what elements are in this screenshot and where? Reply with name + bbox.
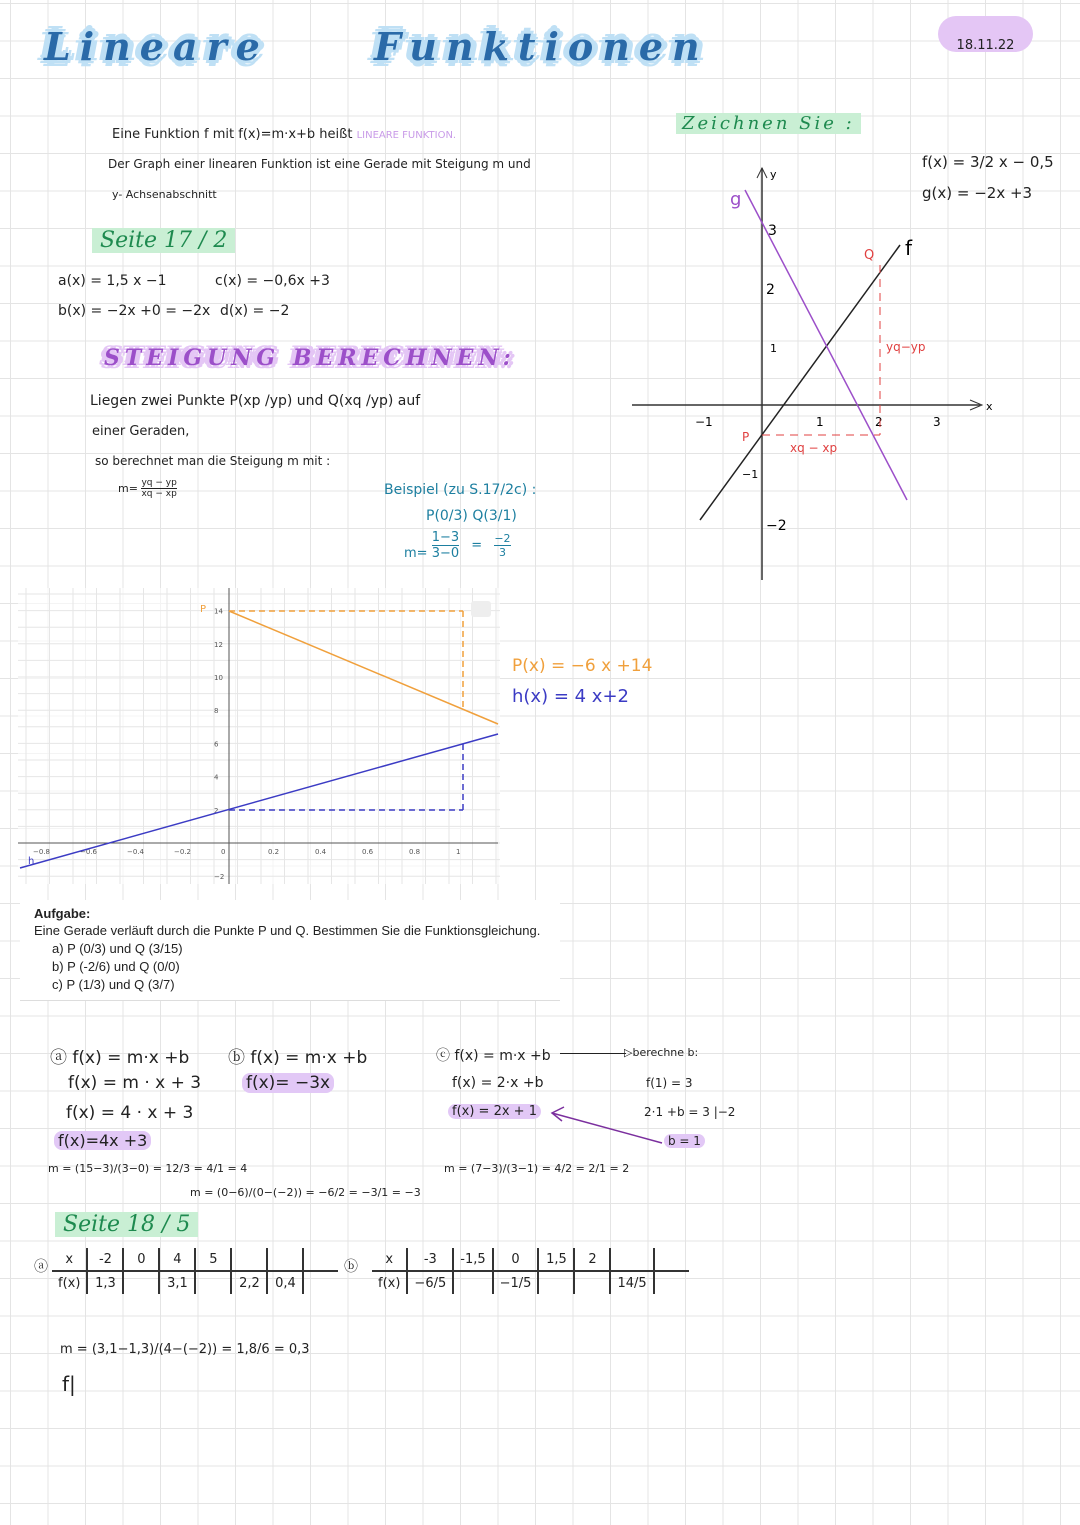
table-cell <box>195 1271 231 1294</box>
aufgabe-a: a) P (0/3) und Q (3/15) <box>52 941 183 956</box>
beispiel-points: P(0/3) Q(3/1) <box>426 508 517 524</box>
table-cell: f(x) <box>58 1275 81 1291</box>
table-cell <box>538 1271 574 1294</box>
graphics-menu-icon[interactable] <box>471 601 491 617</box>
table-cell: −6/5 <box>407 1271 453 1294</box>
table-cell: x <box>372 1248 407 1271</box>
table-cell <box>267 1248 303 1271</box>
table-cell: 1,3 <box>87 1271 123 1294</box>
func-d: d(x) = −2 <box>220 303 290 319</box>
table-cell: f(x) <box>378 1275 401 1291</box>
intro-line3: y- Achsenabschnitt <box>112 188 217 201</box>
steigung-line1: Liegen zwei Punkte P(xp /yp) und Q(xq /yp) auf <box>90 393 421 409</box>
y-label: y <box>770 168 777 181</box>
loesung-c-f1: f(1) = 3 <box>646 1076 693 1090</box>
table-cell <box>610 1248 653 1271</box>
table-cell: 0,4 <box>267 1271 303 1294</box>
loesung-b-m: m = (0−6)/(0−(−2)) = −6/2 = −3/1 = −3 <box>190 1186 421 1199</box>
label-f: f <box>905 236 913 260</box>
y-tick: 12 <box>214 640 223 649</box>
table-cell <box>574 1271 610 1294</box>
x-tick: −0.8 <box>33 848 50 856</box>
table-cell: x <box>52 1248 87 1271</box>
table-cell: 0 <box>123 1248 159 1271</box>
steigung-line2: einer Geraden, <box>92 424 190 439</box>
table-cell <box>453 1271 492 1294</box>
x-tick: −0.6 <box>80 848 97 856</box>
arrow-head-icon: ▷ <box>624 1046 633 1059</box>
seite2-f: f| <box>62 1372 76 1396</box>
y-tick: 3 <box>768 223 777 239</box>
arrow-line <box>560 1053 626 1054</box>
x-tick: 0.4 <box>315 848 327 856</box>
xq-xp-label: xq − xp <box>790 441 838 455</box>
loesung-a-l2: f(x) = m · x + 3 <box>68 1073 202 1093</box>
y-tick: 8 <box>214 707 219 716</box>
line-p <box>229 611 498 724</box>
b-value: b = 1 <box>664 1134 705 1148</box>
table-cell: 2 <box>574 1248 610 1271</box>
y-tick: 2 <box>214 806 219 815</box>
formula-lhs: m= <box>118 482 138 495</box>
table-cell: 3,1 <box>159 1271 195 1294</box>
y-tick: 6 <box>214 740 219 749</box>
beispiel-rden: 3 <box>498 546 506 559</box>
table-b-label: ⓑ <box>344 1259 358 1275</box>
table-cell: 0 <box>493 1248 539 1271</box>
line-f <box>700 245 900 520</box>
aufgabe-card <box>20 900 560 1001</box>
beispiel-num: 1−3 <box>431 530 460 545</box>
x-tick: 0 <box>221 848 226 856</box>
y-tick: 1 <box>770 342 777 355</box>
aufgabe-c: c) P (1/3) und Q (3/7) <box>52 977 175 992</box>
aufgabe-b: b) P (-2/6) und Q (0/0) <box>52 959 180 974</box>
table-cell <box>303 1248 338 1271</box>
formula-num: yq − yp <box>141 478 177 488</box>
y-tick: −1 <box>742 468 759 481</box>
x-tick: −0.4 <box>127 848 144 856</box>
intro-line2: Der Graph einer linearen Funktion ist eine Gerade mit Steigung m und <box>108 157 531 171</box>
intro-highlight: LINEARE FUNKTION. <box>356 130 457 141</box>
table-cell: 4 <box>159 1248 195 1271</box>
table-cell: -1,5 <box>453 1248 492 1271</box>
beispiel-den: 3−0 <box>431 546 460 561</box>
loesung-a-l3: f(x) = 4 · x + 3 <box>66 1103 194 1123</box>
x-tick: 1 <box>816 415 824 429</box>
zeichnen-heading: Zeichnen Sie : <box>676 113 861 134</box>
y-tick: 10 <box>214 674 223 682</box>
table-cell: -3 <box>407 1248 453 1271</box>
table-cell <box>654 1248 689 1271</box>
result-a: f(x)=4x +3 <box>54 1131 151 1150</box>
loesung-b-result <box>242 1073 334 1093</box>
x-tick: 0.2 <box>268 848 280 856</box>
beispiel-lhs: m= <box>404 546 428 561</box>
point-p-label: P <box>742 430 750 444</box>
x-tick: 3 <box>933 415 941 429</box>
loesung-c-l1: ⓒ f(x) = m·x +b <box>436 1048 551 1064</box>
y-tick: 2 <box>766 282 775 298</box>
beispiel-title: Beispiel (zu S.17/2c) : <box>384 482 537 498</box>
table-cell: 5 <box>195 1248 231 1271</box>
steigung-line3: so berechnet man die Steigung m mit : <box>95 454 331 468</box>
y-tick: 14 <box>214 607 223 616</box>
func-c: c(x) = −0,6x +3 <box>215 273 330 289</box>
loesung-c-b <box>664 1134 705 1148</box>
aufgabe-text: Eine Gerade verläuft durch die Punkte P und Q. Bestimmen Sie die Funktionsgleichung. <box>34 923 541 938</box>
intro-text: Eine Funktion f mit f(x)=m·x+b heißt <box>112 127 353 142</box>
y-tick: −2 <box>214 873 225 882</box>
p-label: P <box>200 604 207 615</box>
yq-yp-label: yq−yp <box>886 340 926 354</box>
loesung-c-result <box>448 1104 541 1119</box>
title-word2: Funktionen <box>374 24 709 69</box>
loesung-a-l1: ⓐ f(x) = m·x +b <box>50 1048 190 1068</box>
berechne-b <box>624 1046 698 1059</box>
table-cell: 1,5 <box>538 1248 574 1271</box>
x-tick: −1 <box>695 415 713 429</box>
seite-18-heading: Seite 18 / 5 <box>55 1212 198 1237</box>
seite-17-heading: Seite 17 / 2 <box>92 228 235 253</box>
x-label: x <box>986 400 993 413</box>
table-a-label: ⓐ <box>34 1259 48 1275</box>
formula-den: xq − xp <box>141 489 177 499</box>
loesung-c-l2: f(x) = 2·x +b <box>452 1075 544 1091</box>
geogebra-plot[interactable] <box>18 588 500 884</box>
func-b: b(x) = −2x +0 = −2x <box>58 303 211 319</box>
plot-grid <box>18 588 500 884</box>
x-tick: 0.6 <box>362 848 374 856</box>
loesung-a-m: m = (15−3)/(3−0) = 12/3 = 4/1 = 4 <box>48 1162 248 1175</box>
beispiel-rnum: −2 <box>494 532 511 545</box>
zeichnen-g: g(x) = −2x +3 <box>922 184 1033 202</box>
connector-arrow <box>548 1105 668 1150</box>
table-cell <box>123 1271 159 1294</box>
func-a: a(x) = 1,5 x −1 <box>58 273 167 289</box>
h-label: h <box>28 856 35 867</box>
result-b: f(x)= −3x <box>242 1073 334 1093</box>
beispiel-eq: = <box>471 538 483 553</box>
title-word1: Lineare <box>44 24 269 69</box>
x-tick: −0.2 <box>174 848 191 856</box>
loesung-c-calc: 2·1 +b = 3 |−2 <box>644 1105 736 1119</box>
aufgabe-title: Aufgabe: <box>34 906 91 921</box>
value-table-a <box>52 1248 338 1294</box>
steigung-heading: STEIGUNG BERECHNEN: <box>104 345 516 371</box>
point-q-label: Q <box>864 248 875 263</box>
table-cell <box>303 1271 338 1294</box>
berechne-text: berechne b: <box>632 1046 699 1059</box>
seite2-m: m = (3,1−1,3)/(4−(−2)) = 1,8/6 = 0,3 <box>60 1342 310 1357</box>
loesung-c-m: m = (7−3)/(3−1) = 4/2 = 2/1 = 2 <box>444 1162 630 1175</box>
result-c: f(x) = 2x + 1 <box>448 1104 541 1119</box>
value-table-b <box>372 1248 689 1294</box>
y-tick: −2 <box>766 518 787 534</box>
table-cell: 14/5 <box>610 1271 653 1294</box>
label-g: g <box>730 189 742 210</box>
x-tick: 2 <box>875 415 883 429</box>
equation-h: h(x) = 4 x+2 <box>512 686 629 707</box>
y-tick: 4 <box>214 773 219 782</box>
table-cell <box>654 1271 689 1294</box>
table-cell: -2 <box>87 1248 123 1271</box>
x-tick: 1 <box>456 848 461 856</box>
equation-p: P(x) = −6 x +14 <box>512 656 653 676</box>
zeichnen-f: f(x) = 3/2 x − 0,5 <box>922 153 1054 171</box>
table-cell: −1/5 <box>493 1271 539 1294</box>
loesung-a-result <box>54 1131 151 1150</box>
table-cell <box>231 1248 267 1271</box>
date-text: 18.11.22 <box>956 38 1015 53</box>
x-tick: 0.8 <box>409 848 421 856</box>
line-h <box>20 734 498 868</box>
loesung-b-l1: ⓑ f(x) = m·x +b <box>228 1048 368 1068</box>
coordinate-plot-fg <box>0 0 1080 600</box>
table-cell: 2,2 <box>231 1271 267 1294</box>
